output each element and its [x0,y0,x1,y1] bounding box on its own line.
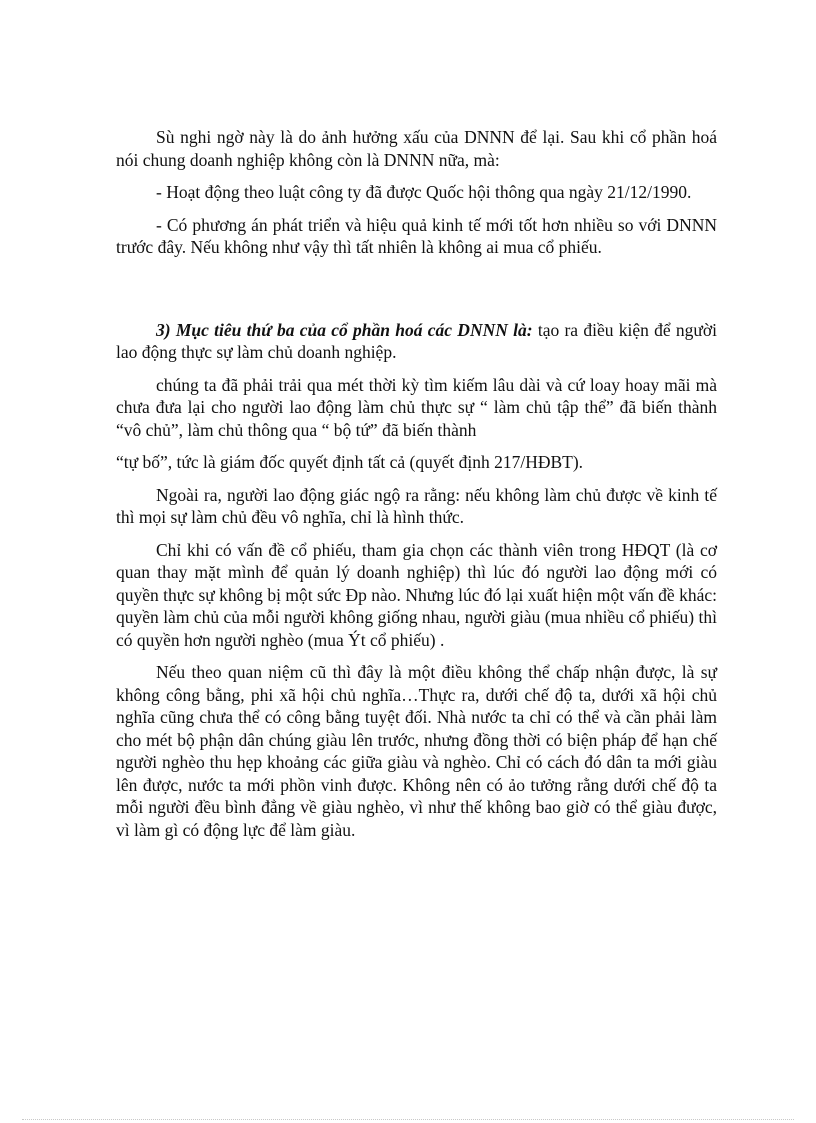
paragraph-equality: Nếu theo quan niệm cũ thì đây là một điều không thể chấp nhận được, là sự không công bằng, phi xã hội chủ nghĩa…Thực ra, dưới chế độ ta, dưới xã hội chủ nghĩa cũng chưa thể có công bằng tuyệt đối. Nhà nước ta chỉ có thể và cần phải làm cho mét bộ phận dân chúng giàu lên trước, nhưng đồng thời có biện pháp để hạn chế người nghèo thu hẹp khoảng các giữa giàu và nghèo. Chỉ có cách đó dân ta mới giàu lên được, nước ta mới phồn vinh được. Không nên có ảo tưởng rằng dưới chế độ ta mỗi người đều bình đẳng về giàu nghèo, vì như thế không bao giờ có thể giàu được, vì làm gì có động lực để làm giàu. [116,662,717,840]
paragraph-development-plan: - Có phương án phát triển và hiệu quả kinh tế mới tốt hơn nhiều so với DNNN trước đây. Nếu không như vậy thì tất nhiên là không ai mua cổ phiếu. [116,214,717,257]
paragraph-doubt: Sù nghi ngờ này là do ảnh hưởng xấu của DNNN để lại. Sau khi cổ phần hoá nói chung doanh nghiệp không còn là DNNN nữa, mà: [116,127,717,170]
paragraph-self-decide: “tự bố”, tức là giám đốc quyết định tất cả (quyết định 217/HĐBT). [116,452,584,472]
section-3-heading: 3) Mục tiêu thứ ba của cổ phần hoá các DNNN là: [156,319,533,340]
paragraph-economic-ownership: Ngoài ra, người lao động giác ngộ ra rằng: nếu không làm chủ được về kinh tế thì mọi sự làm chủ đều vô nghĩa, chỉ là hình thức. [116,484,717,527]
paragraph-company-law: - Hoạt động theo luật công ty đã được Quốc hội thông qua ngày 21/12/1990. [156,182,692,202]
document-body [116,126,717,851]
section-spacer [116,269,717,319]
section-3-paragraph [116,319,717,364]
section-3-heading-rest: tạo ra điều kiện để người lao động thực sự làm chủ doanh nghiệp. [116,319,718,362]
paragraph-long-search: chúng ta đã phải trải qua mét thời kỳ tìm kiếm lâu dài và cứ loay hoay mãi mà chưa đưa lại cho người lao động làm chủ thực sự “ làm chủ tập thể” đã biến thành “vô chủ”, làm chủ thông qua “ bộ tứ” đã biến thành [116,374,717,440]
paragraph-shares-rights: Chỉ khi có vấn đề cổ phiếu, tham gia chọn các thành viên trong HĐQT (là cơ quan thay mặt mình để quản lý doanh nghiệp) thì lúc đó người lao động mới có quyền thực sự không bị một sức Ðp nào. Nhưng lúc đó lại xuất hiện một vấn đề khác: quyền làm chủ của mỗi người không giống nhau, người giàu (mua nhiều cổ phiếu) thì có quyền hơn người nghèo (mua Ýt cổ phiếu) . [116,539,717,650]
page-bottom-divider [22,1119,794,1120]
